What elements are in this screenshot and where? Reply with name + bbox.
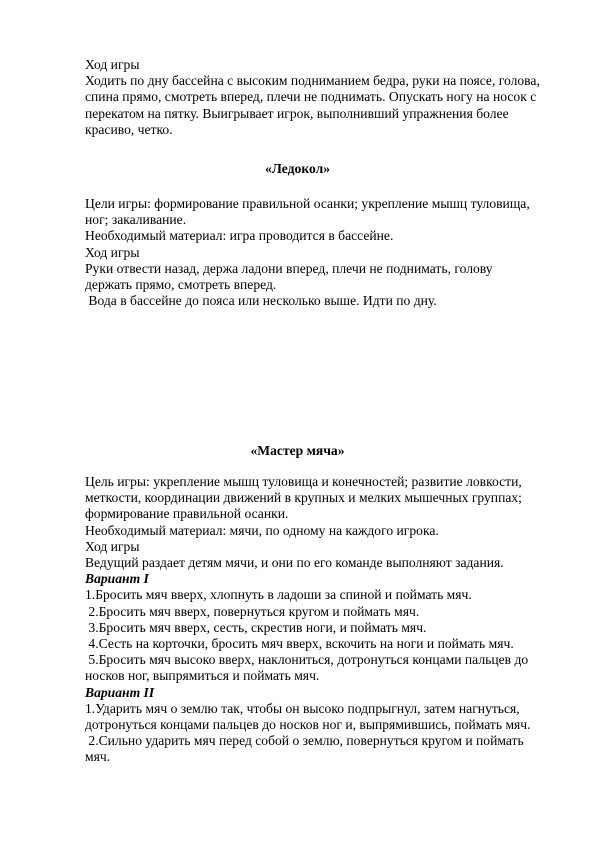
- section-game-progress: [85, 57, 555, 138]
- text-line: держать прямо, смотреть вперед.: [85, 277, 277, 293]
- section-ball-master: [85, 474, 555, 766]
- text-line: меткости, координации движений в крупных и мелких мышечных группах;: [85, 490, 522, 506]
- text-line: Руки отвести назад, держа ладони вперед, плечи не поднимать, голову: [85, 260, 493, 276]
- heading-ball-master: «Мастер мяча»: [250, 443, 345, 458]
- text-line: спина прямо, смотреть вперед, плечи не поднимать. Опускать ногу на носок с: [85, 89, 537, 105]
- text-line: Ход игры: [85, 57, 140, 72]
- list-item: 2.Сильно ударить мяч перед собой о землю, повернуться кругом и поймать: [85, 733, 524, 749]
- list-item: 1.Бросить мяч вверх, хлопнуть в ладоши за спиной и поймать мяч.: [85, 587, 472, 603]
- text-line: Ход игры: [85, 538, 140, 554]
- section-icebreaker: [85, 196, 555, 309]
- text-line: Ход игры: [85, 244, 140, 260]
- variant-2-title: Вариант II: [85, 684, 155, 700]
- list-item: дотронуться концами пальцев до носков ног и, выпрямившись, поймать мяч.: [85, 717, 531, 733]
- text-line: формирование правильной осанки.: [85, 506, 289, 522]
- text-line: Цель игры: укрепление мышц туловища и конечностей; развитие ловкости,: [85, 474, 522, 489]
- text-line: ног; закаливание.: [85, 212, 187, 228]
- text-line: красиво, четко.: [85, 121, 173, 137]
- list-item: мяч.: [85, 749, 111, 765]
- text-line: перекатом на пятку. Выигрывает игрок, выполнивший упражнения более: [85, 105, 509, 121]
- list-item: 5.Бросить мяч высоко вверх, наклониться, дотронуться концами пальцев до: [85, 652, 529, 668]
- text-line: Вода в бассейне до пояса или несколько выше. Идти по дну.: [85, 293, 437, 309]
- text-line: Ходить по дну бассейна с высоким подниманием бедра, руки на поясе, голова,: [85, 73, 540, 89]
- list-item: 1.Ударить мяч о землю так, чтобы он высоко подпрыгнул, затем нагнуться,: [85, 700, 520, 716]
- heading-icebreaker: «Ледокол»: [264, 161, 331, 176]
- variant-1-title: Вариант I: [85, 571, 149, 587]
- text-line: Цели игры: формирование правильной осанки; укрепление мышц туловища,: [85, 196, 530, 211]
- text-line: Необходимый материал: мячи, по одному на каждого игрока.: [85, 522, 439, 538]
- text-line: Необходимый материал: игра проводится в бассейне.: [85, 228, 394, 244]
- list-item: 3.Бросить мяч вверх, сесть, скрестив ноги, и поймать мяч.: [85, 619, 427, 635]
- list-item: 4.Сесть на корточки, бросить мяч вверх, вскочить на ноги и поймать мяч.: [85, 636, 514, 652]
- list-item: носков ног, выпрямиться и поймать мяч.: [85, 668, 320, 684]
- list-item: 2.Бросить мяч вверх, повернуться кругом и поймать мяч.: [85, 603, 420, 619]
- text-line: Ведущий раздает детям мячи, и они по его команде выполняют задания.: [85, 555, 504, 571]
